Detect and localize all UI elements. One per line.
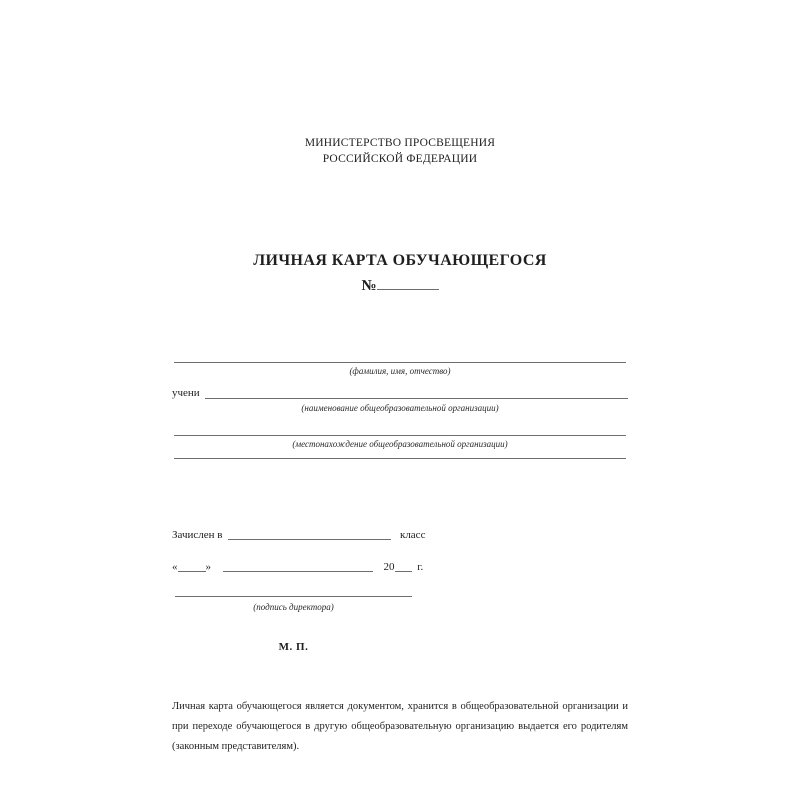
location-caption: (местонахождение общеобразовательной организации) bbox=[292, 439, 508, 449]
year-prefix: 20 bbox=[383, 561, 395, 573]
class-label: класс bbox=[399, 529, 426, 541]
student-row bbox=[172, 386, 628, 400]
organization-blank bbox=[205, 398, 628, 399]
year-blank bbox=[395, 560, 412, 572]
fio-line bbox=[174, 362, 626, 363]
extra-blank-line bbox=[174, 458, 626, 459]
month-blank bbox=[223, 560, 373, 572]
footer-note: Личная карта обучающегося является документом, хранится в общеобразовательной организации и при переходе обучающегося в другую общеобразовательную организацию выдается его родителям (законным представителям). bbox=[172, 701, 628, 752]
organization-caption: (наименование общеобразовательной организации) bbox=[301, 403, 499, 413]
number-blank bbox=[377, 278, 439, 290]
document-title: ЛИЧНАЯ КАРТА ОБУЧАЮЩЕГОСЯ bbox=[253, 252, 547, 269]
number-sign: № bbox=[361, 278, 377, 294]
enrolled-label: Зачислен в bbox=[172, 529, 223, 541]
quote-open: « bbox=[172, 561, 178, 573]
document-number-row bbox=[0, 278, 800, 295]
location-line bbox=[174, 435, 626, 436]
ministry-header bbox=[0, 135, 800, 167]
date-row bbox=[172, 560, 628, 573]
quote-close: » bbox=[205, 561, 211, 573]
year-suffix: г. bbox=[417, 561, 424, 573]
signature-caption: (подпись директора) bbox=[253, 602, 334, 612]
day-blank bbox=[178, 560, 206, 572]
stamp-label: М. П. bbox=[278, 641, 309, 653]
fio-caption: (фамилия, имя, отчество) bbox=[349, 366, 451, 376]
enrolled-row bbox=[172, 528, 628, 541]
signature-line bbox=[175, 596, 412, 597]
student-label: учени bbox=[172, 387, 200, 399]
ministry-header-line2: РОССИЙСКОЙ ФЕДЕРАЦИИ bbox=[322, 153, 478, 165]
enrolled-class-blank bbox=[228, 528, 391, 540]
ministry-header-line1: МИНИСТЕРСТВО ПРОСВЕЩЕНИЯ bbox=[304, 137, 496, 149]
